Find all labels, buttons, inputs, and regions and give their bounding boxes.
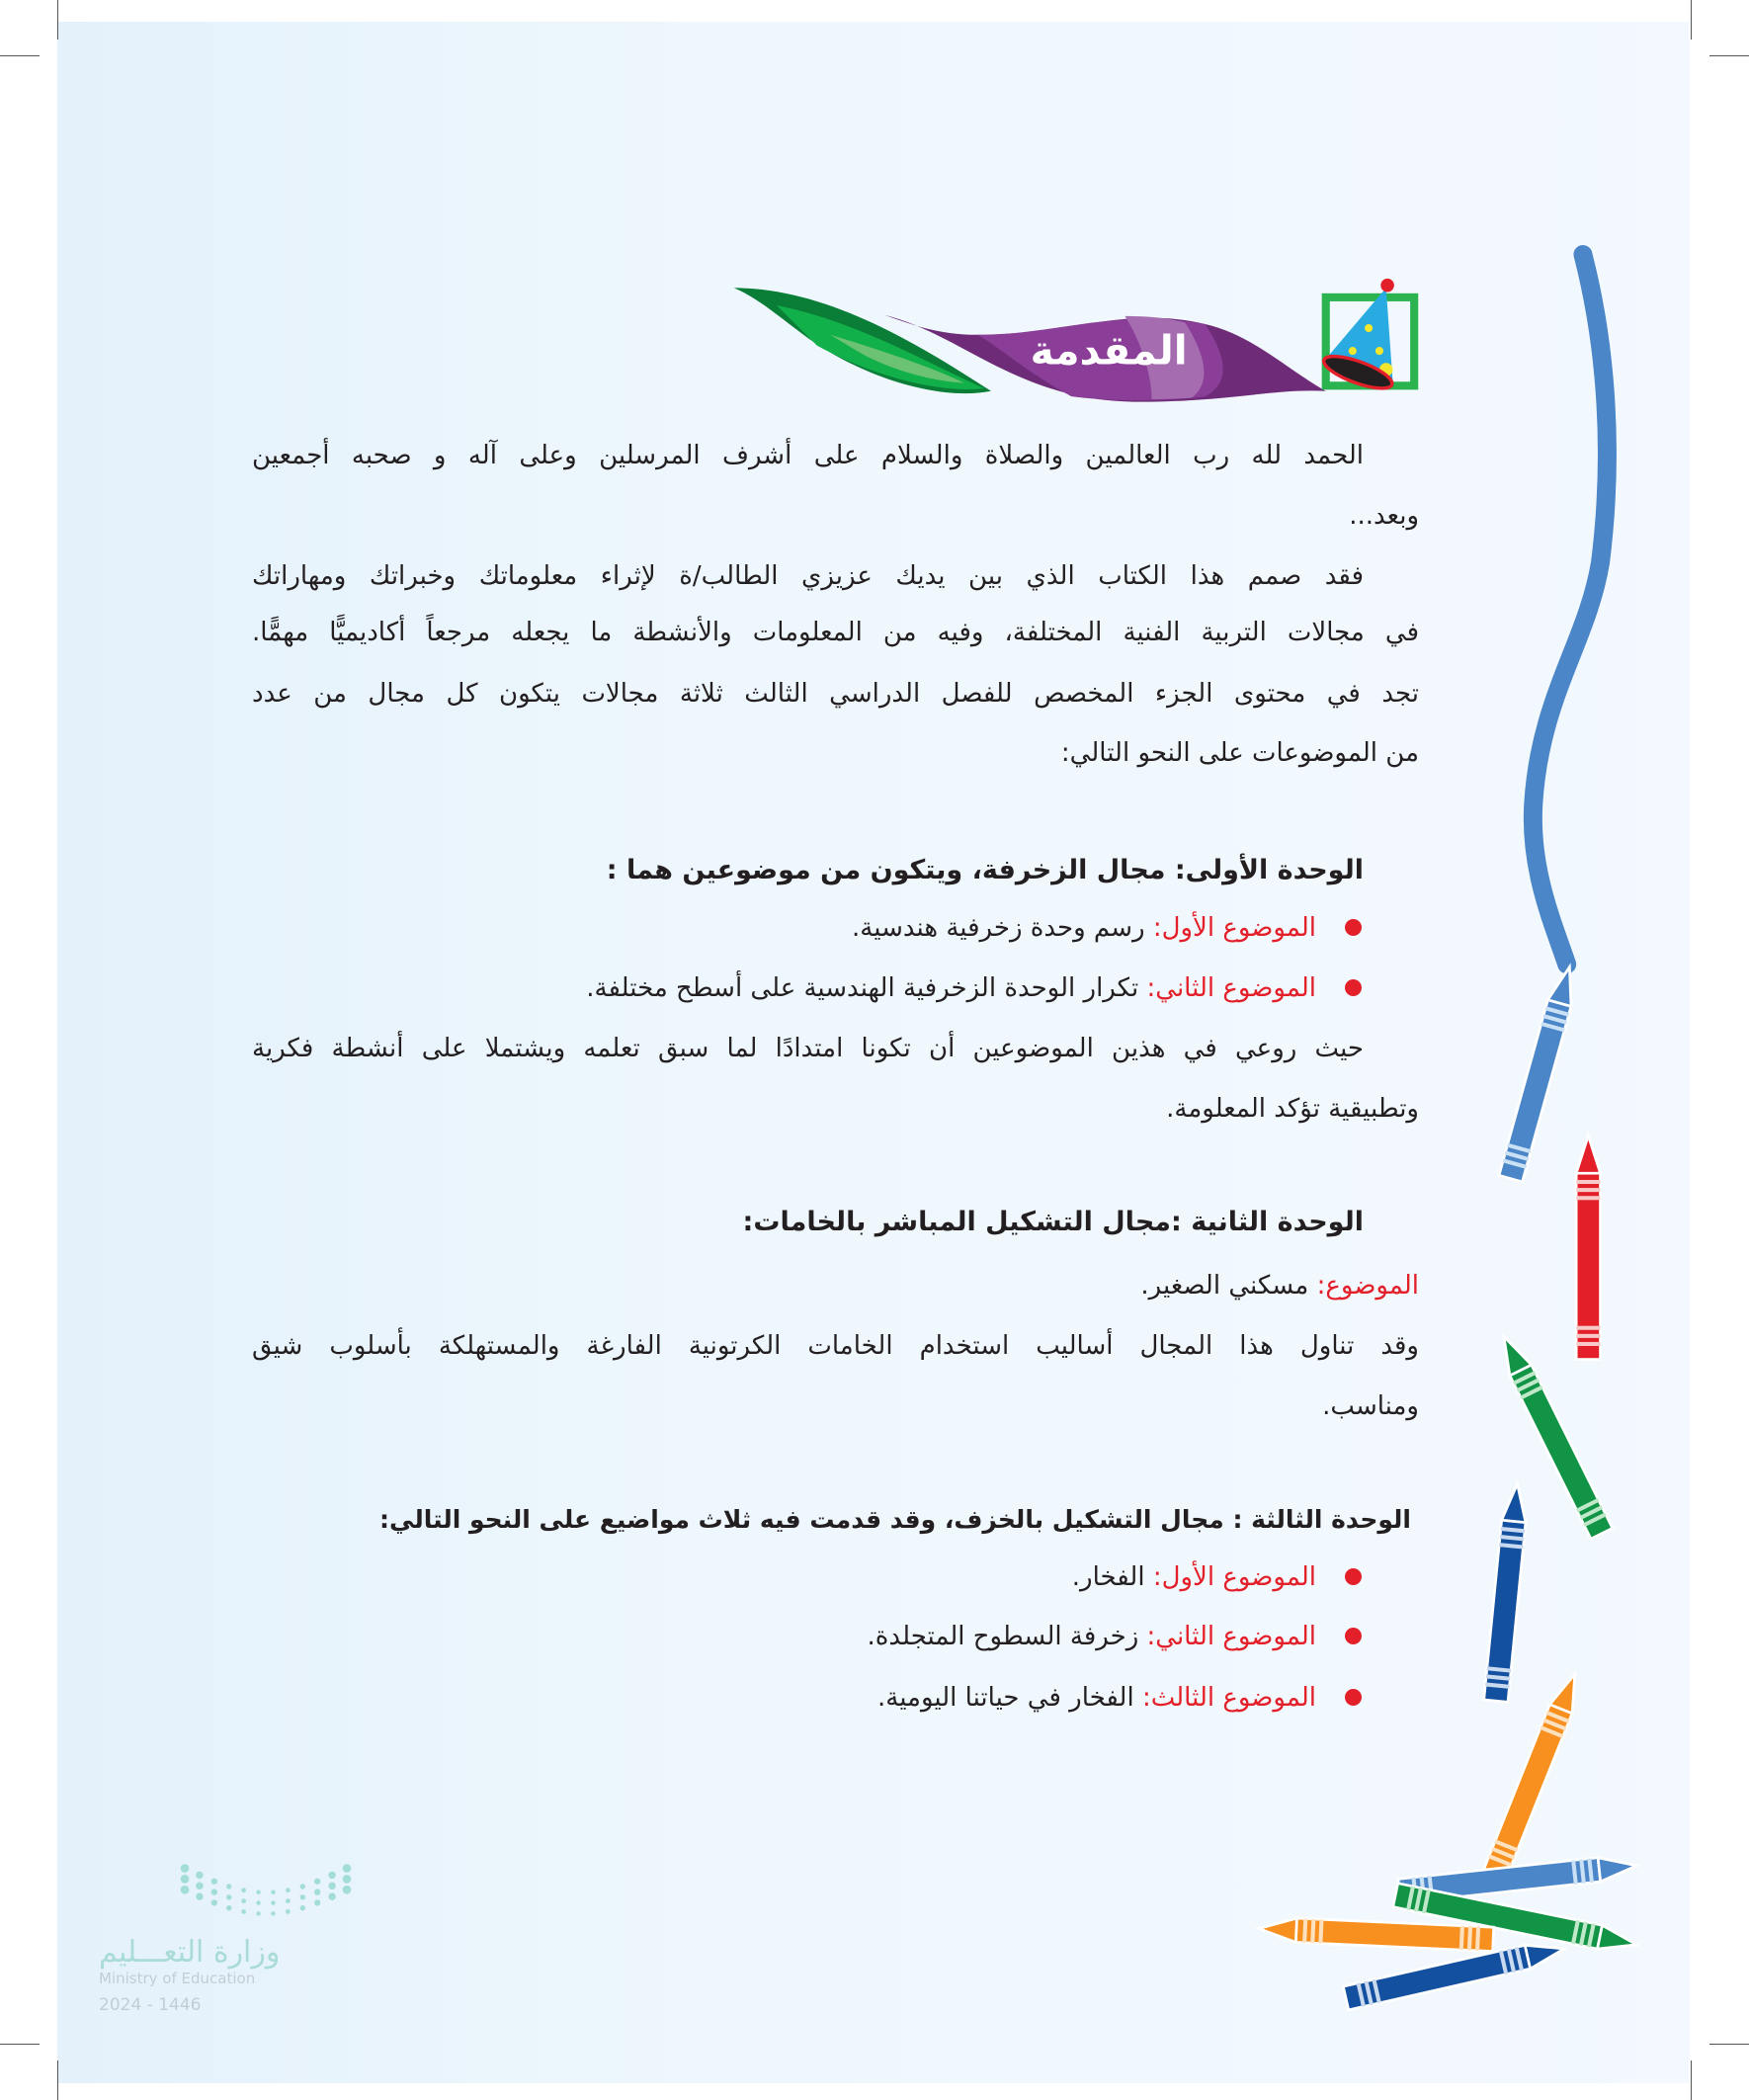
unit1-topic-1 <box>252 906 1316 950</box>
crayon-dark-blue <box>1484 1482 1530 1702</box>
logo-dot <box>211 1889 217 1894</box>
topic-text: رسم وحدة زخرفية هندسية. <box>852 913 1153 943</box>
logo-dot <box>181 1886 190 1894</box>
logo-dot <box>328 1872 335 1879</box>
logo-dot <box>300 1905 305 1910</box>
unit2-note-line: ومناسب. <box>1322 1391 1419 1421</box>
intro-line: وبعد... <box>1349 501 1419 531</box>
bullet-icon <box>1345 1628 1362 1644</box>
logo-dot <box>196 1883 203 1890</box>
topic-label: الموضوع الأول: <box>1152 913 1316 943</box>
topic-label: الموضوع: <box>1316 1271 1419 1301</box>
logo-dot <box>196 1892 203 1899</box>
logo-dot <box>211 1899 217 1905</box>
logo-dot <box>314 1899 320 1905</box>
logo-dot <box>181 1875 190 1884</box>
unit2-topic <box>252 1264 1419 1307</box>
intro-line: تجد في محتوى الجزء المخصص للفصل الدراسي الثالث ثلاثة مجالات يتكون كل مجال من عدد <box>252 679 1419 709</box>
logo-dot <box>241 1898 246 1903</box>
ministry-logo-english: Ministry of Education <box>99 1970 256 1987</box>
logo-dot <box>286 1909 291 1914</box>
logo-dot <box>286 1898 291 1903</box>
unit1-note-line: وتطبيقية تؤكد المعلومة. <box>1166 1094 1419 1124</box>
logo-dot <box>343 1875 352 1884</box>
logo-dot <box>328 1883 335 1890</box>
logo-dot <box>226 1894 231 1899</box>
unit2-heading: الوحدة الثانية :مجال التشكيل المباشر بالخامات: <box>742 1207 1364 1237</box>
crayon-orange-pile <box>1258 1916 1493 1951</box>
topic-text: مسكني الصغير. <box>1140 1271 1317 1301</box>
logo-dot <box>271 1911 275 1915</box>
logo-dot <box>271 1890 275 1894</box>
intro-line: من الموضوعات على النحو التالي: <box>1060 738 1419 768</box>
unit1-heading: الوحدة الأولى: مجال الزخرفة، ويتكون من موضوعين هما : <box>606 855 1364 885</box>
logo-dot <box>271 1900 275 1904</box>
topic-label: الموضوع الثاني: <box>1146 973 1316 1003</box>
topic-label: الموضوع الأول: <box>1152 1562 1316 1592</box>
unit1-topic-2 <box>252 966 1316 1010</box>
logo-dot <box>314 1889 320 1894</box>
unit3-topic-1 <box>252 1555 1316 1599</box>
logo-dot <box>196 1872 203 1879</box>
banner-title: المقدمة <box>1030 326 1188 375</box>
unit3-heading: الوحدة الثالثة : مجال التشكيل بالخزف، وقد قدمت فيه ثلاث مواضيع على النحو التالي: <box>379 1505 1411 1534</box>
unit1-note-line: حيث روعي في هذين الموضوعين أن تكونا امتدادًا لما سبق تعلمه ويشتملا على أنشطة فكرية <box>252 1034 1364 1063</box>
blue-brush-stroke <box>1533 254 1607 964</box>
intro-line: فقد صمم هذا الكتاب الذي بين يديك عزيزي الطالب/ة لإثراء معلوماتك وخبراتك ومهاراتك <box>252 561 1364 591</box>
logo-year: 2024 - 1446 <box>99 1995 202 2015</box>
topic-text: الفخار. <box>1071 1562 1153 1592</box>
crayon-red <box>1576 1135 1600 1359</box>
topic-text: زخرفة السطوح المتجلدة. <box>867 1622 1147 1651</box>
logo-dot <box>343 1886 352 1894</box>
bullet-icon <box>1345 1689 1362 1706</box>
bullet-icon <box>1345 979 1362 996</box>
logo-dot <box>256 1900 260 1904</box>
crayon-blue <box>1499 964 1581 1182</box>
topic-label: الموضوع الثاني: <box>1146 1622 1316 1651</box>
unit3-topic-2 <box>252 1615 1316 1658</box>
logo-dot <box>241 1888 246 1892</box>
intro-line: الحمد لله رب العالمين والصلاة والسلام على أشرف المرسلين وعلى آله و صحبه أجمعين <box>252 441 1364 470</box>
ministry-logo-dots <box>181 1864 352 1915</box>
party-hat-icon <box>1320 279 1414 395</box>
logo-dot <box>226 1884 231 1889</box>
logo-dot <box>286 1888 291 1892</box>
topic-label: الموضوع الثالث: <box>1141 1683 1316 1713</box>
logo-dot <box>241 1909 246 1914</box>
intro-line: في مجالات التربية الفنية المختلفة، وفيه من المعلومات والأنشطة ما يجعله مرجعاً أكاديميًّا مهمًّا. <box>252 618 1419 647</box>
logo-dot <box>226 1905 231 1910</box>
bullet-icon <box>1345 1568 1362 1585</box>
bullet-icon <box>1345 919 1362 936</box>
logo-dot <box>211 1879 217 1885</box>
ministry-logo-arabic: وزارة التعـــليم <box>99 1935 281 1970</box>
logo-dot <box>343 1864 352 1873</box>
logo-dot <box>256 1890 260 1894</box>
unit2-note-line: وقد تناول هذا المجال أساليب استخدام الخامات الكرتونية الفارغة والمستهلكة بأسلوب شيق <box>252 1331 1419 1361</box>
logo-dot <box>256 1911 260 1915</box>
topic-text: الفخار في حياتنا اليومية. <box>877 1683 1142 1713</box>
logo-dot <box>300 1894 305 1899</box>
topic-text: تكرار الوحدة الزخرفية الهندسية على أسطح مختلفة. <box>586 973 1147 1003</box>
logo-dot <box>300 1884 305 1889</box>
logo-dot <box>328 1892 335 1899</box>
logo-dot <box>314 1879 320 1885</box>
logo-dot <box>181 1864 190 1873</box>
unit3-topic-3 <box>252 1676 1316 1720</box>
